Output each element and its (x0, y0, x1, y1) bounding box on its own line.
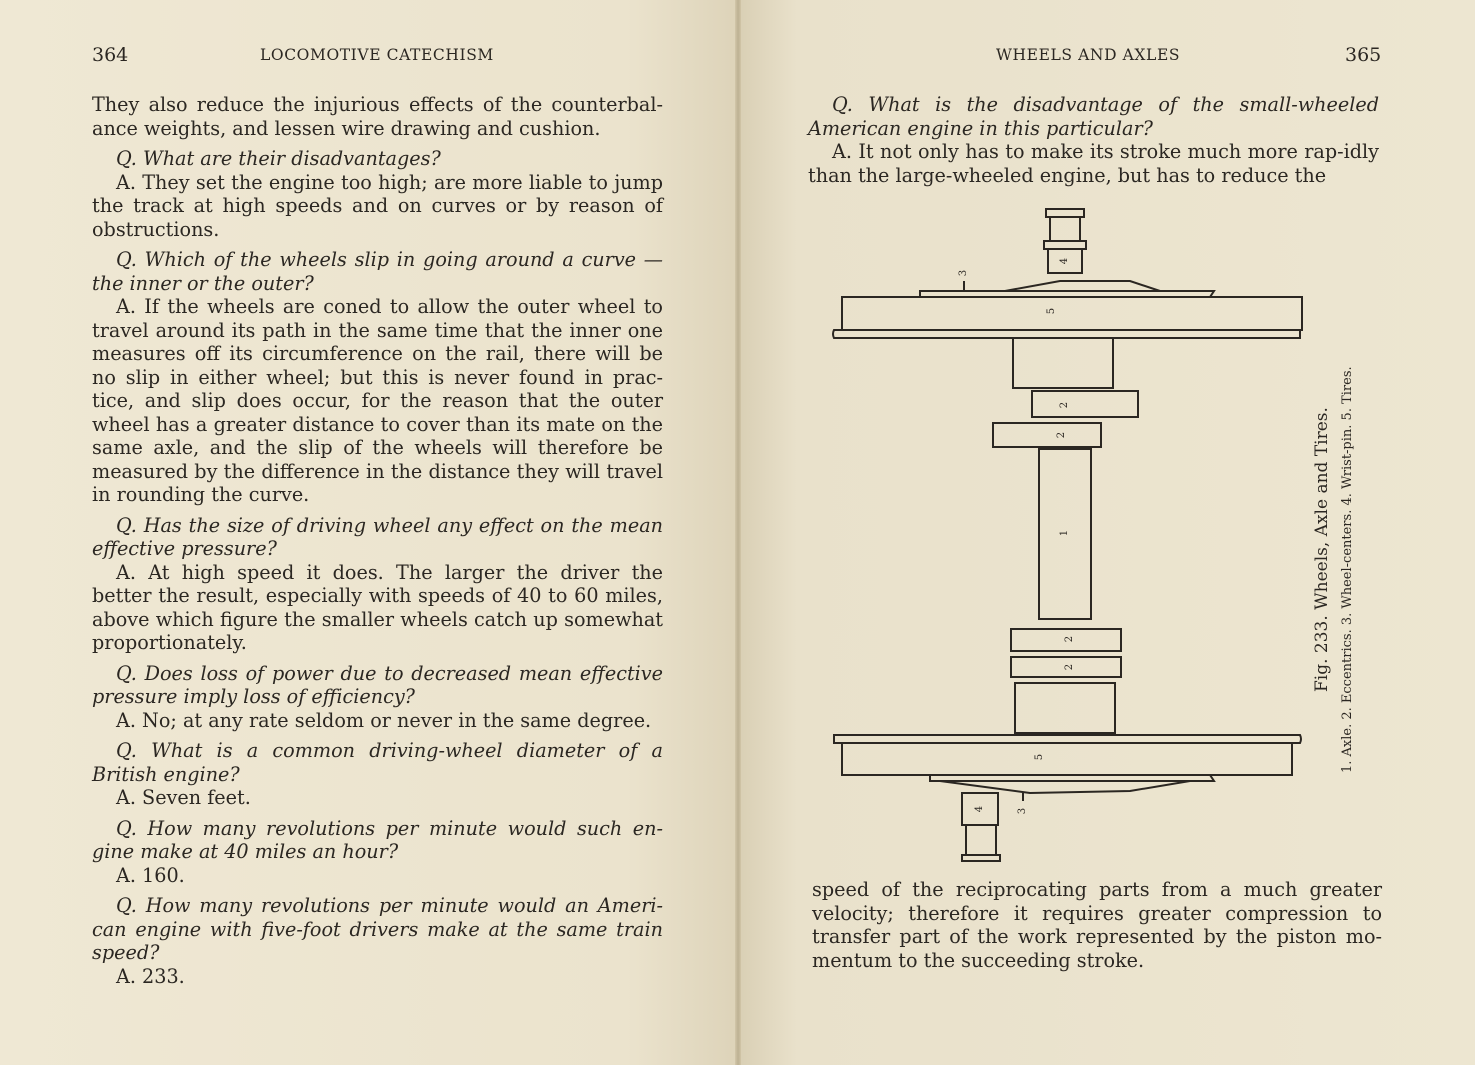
tire-bottom (842, 743, 1292, 775)
left-running-head: LOCOMOTIVE CATECHISM (260, 46, 494, 64)
question: Q. How many revolutions per minute would such en-gine make at 40 miles an hour? (92, 816, 663, 863)
label-tire-top: 5 (1046, 307, 1057, 315)
paragraph: They also reduce the injurious effects of the counterbal-ance weights, and lessen wire drawing and cushion. (92, 93, 663, 140)
question: Q. What are their disadvantages? (116, 147, 441, 170)
question: Q. Does loss of power due to decreased mean effective pressure imply loss of efficiency? (92, 661, 663, 708)
wrist-pin-shank-bottom (966, 825, 996, 855)
book-gutter (735, 0, 741, 1065)
label-eccentric-1: 2 (1059, 401, 1070, 409)
figure-caption: Fig. 233. Wheels, Axle and Tires. (1312, 407, 1332, 692)
label-eccentric-3: 2 (1064, 635, 1075, 643)
tire-top-flange (833, 330, 1300, 338)
question: Q. How many revolutions per minute would an Ameri-can engine with five-foot drivers make at the same train speed? (92, 894, 663, 964)
answer: A. They set the engine too high; are more liable to jump the track at high speeds and on curves or by reason of obstructions. (92, 170, 663, 241)
figure-legend: 1. Axle. 2. Eccentrics. 3. Wheel-centers. 4. Wrist-pin. 5. Tires. (1340, 366, 1355, 773)
hub-bottom (1015, 683, 1115, 733)
wrist-pin-collar-top (1044, 241, 1086, 249)
answer: A. If the wheels are coned to allow the outer wheel to travel around its path in the same time that the inner one measures off its circumference on the rail, there will be no slip in either wheel; but this is never found in prac-tice, and slip does occur, for the reason that the outer wheel has a greater distance to cover than its mate on the same axle, and the slip of the wheels will therefore be measured by the difference in the distance they will travel in rounding the curve. (92, 295, 663, 506)
wrist-pin-cap-bottom (962, 855, 1000, 861)
wheel-center-bottom-outline (930, 775, 1214, 781)
tire-top (842, 297, 1302, 330)
left-page-body (92, 93, 663, 988)
right-page-top-body (808, 93, 1379, 187)
wrist-pin-cap-top (1046, 209, 1084, 217)
question: Q. What is a common driving-wheel diameter of a British engine? (92, 739, 663, 786)
wheel-center-bottom-boss (940, 781, 1190, 793)
answer: A. It not only has to make its stroke much more rap-idly than the large-wheeled engine, but has to reduce the (808, 140, 1379, 187)
wheel-center-top-boss (1005, 281, 1160, 291)
label-axle: 1 (1059, 529, 1070, 537)
question: Q. What is the disadvantage of the small-wheeled American engine in this particular? (808, 93, 1379, 140)
left-page-number: 364 (92, 44, 129, 66)
label-tire-bottom: 5 (1034, 753, 1045, 761)
question: Q. Has the size of driving wheel any effect on the mean effective pressure? (92, 513, 663, 560)
right-running-head: WHEELS AND AXLES (996, 46, 1181, 64)
right-page-bottom-body (812, 878, 1382, 972)
label-eccentric-4: 2 (1064, 663, 1075, 671)
label-eccentric-2: 2 (1056, 431, 1067, 439)
answer: A. No; at any rate seldom or never in the same degree. (116, 708, 652, 732)
label-wheel-center-bottom: 3 (1017, 807, 1028, 815)
answer: A. At high speed it does. The larger the driver the better the result, especially with speeds of 40 to 60 miles, above which figure the smaller wheels catch up somewhat proportionately. (92, 560, 663, 654)
answer: A. Seven feet. (116, 786, 251, 809)
eccentric-2 (993, 423, 1101, 447)
right-page-number: 365 (1345, 44, 1382, 66)
answer: A. 160. (116, 863, 185, 887)
label-wheel-center-top: 3 (958, 269, 969, 277)
label-wrist-pin-bottom: 4 (974, 805, 985, 813)
tire-bottom-flange (834, 735, 1301, 743)
wheels-axle-figure (830, 205, 1310, 870)
wrist-pin-shank-top (1050, 217, 1080, 241)
label-wrist-pin-top: 4 (1059, 257, 1070, 265)
paragraph: speed of the reciprocating parts from a much greater velocity; therefore it requires greater compression to transfer part of the work represented by the piston mo-mentum to the succeeding stroke. (812, 878, 1382, 972)
eccentric-1 (1032, 391, 1138, 417)
answer: A. 233. (116, 964, 185, 988)
question: Q. Which of the wheels slip in going around a curve —the inner or the outer? (92, 248, 663, 295)
hub-top (1013, 338, 1113, 388)
